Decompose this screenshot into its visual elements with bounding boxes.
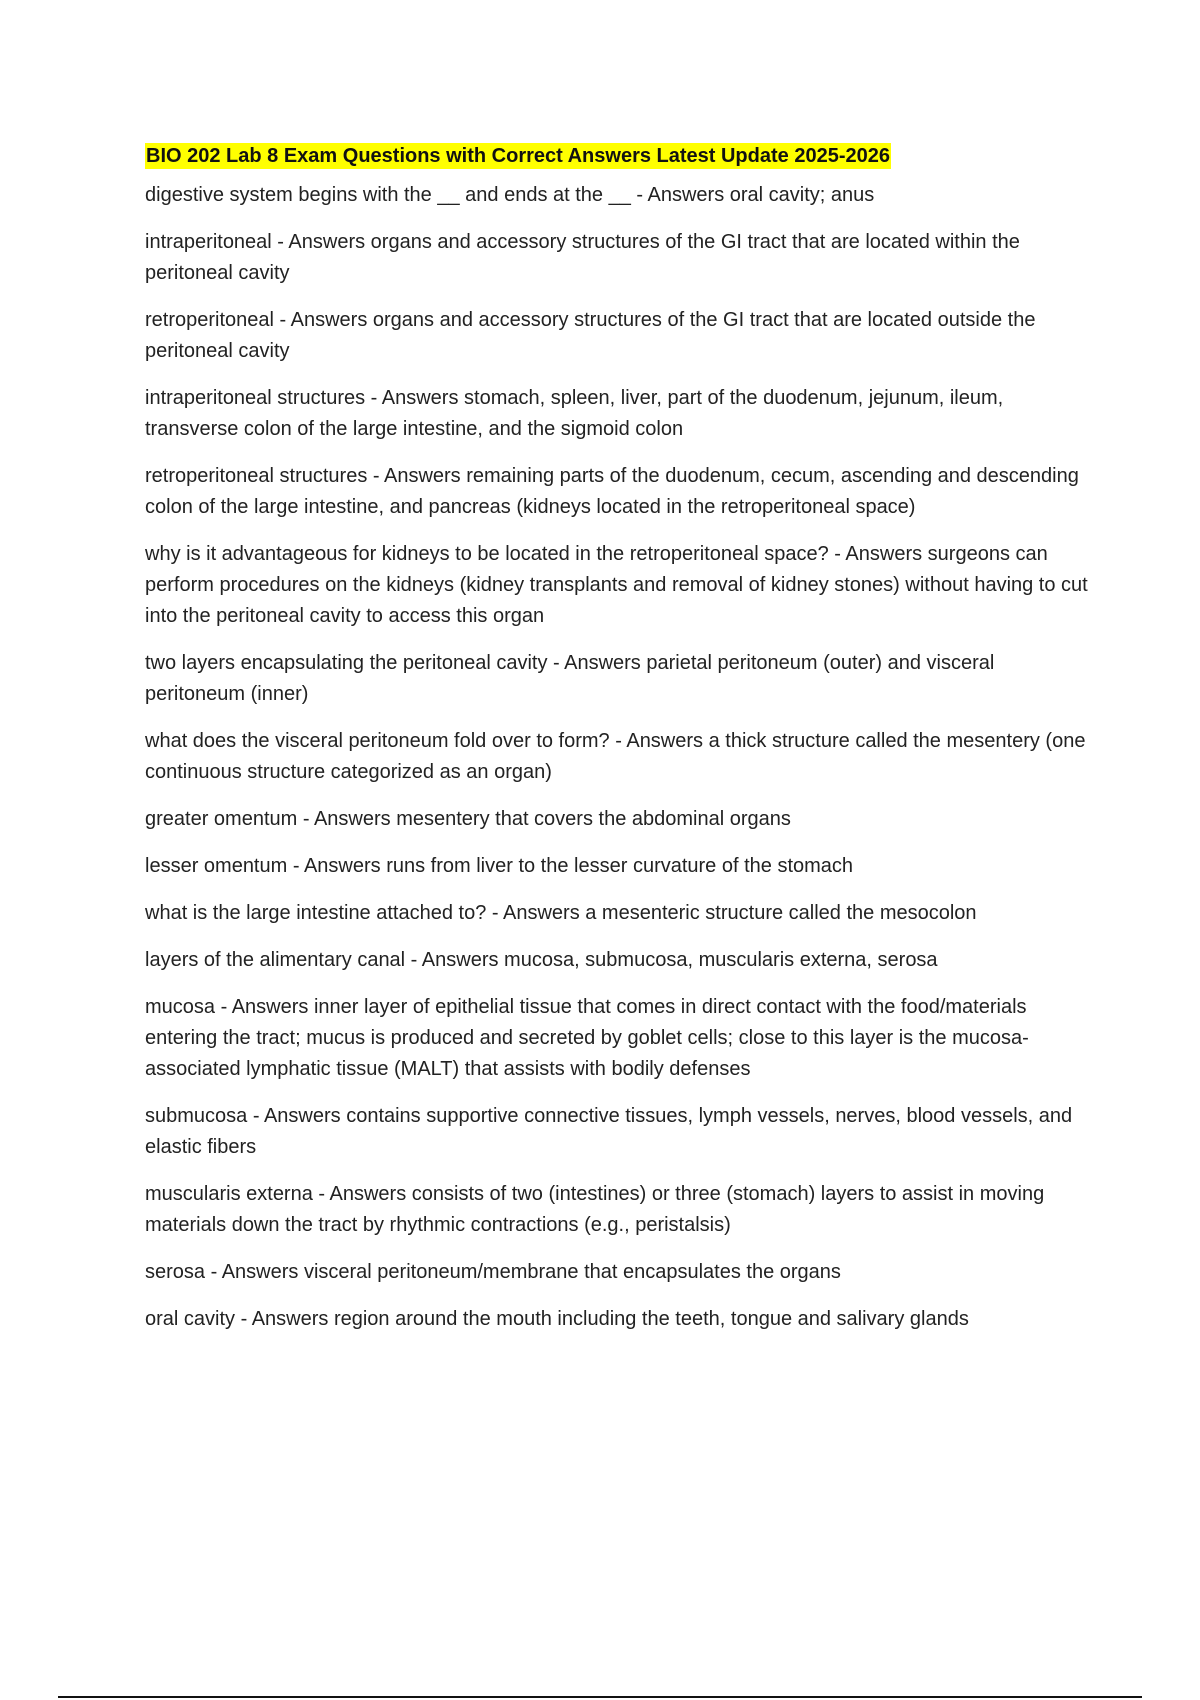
qa-entry: retroperitoneal structures - Answers remaining parts of the duodenum, cecum, ascending and descending colon of the large intestine, and pancreas (kidneys located in the retroperitoneal space): [145, 465, 1079, 518]
qa-entry: submucosa - Answers contains supportive connective tissues, lymph vessels, nerves, blood vessels, and elastic fibers: [145, 1105, 1073, 1158]
qa-entry: retroperitoneal - Answers organs and accessory structures of the GI tract that are located outside the peritoneal cavity: [145, 309, 1036, 362]
qa-entry: what is the large intestine attached to? - Answers a mesenteric structure called the mesocolon: [145, 902, 977, 924]
footer-rule: [58, 1696, 1142, 1698]
qa-entry: digestive system begins with the __ and ends at the __ - Answers oral cavity; anus: [145, 184, 875, 206]
qa-entry: layers of the alimentary canal - Answers mucosa, submucosa, muscularis externa, serosa: [145, 949, 938, 971]
qa-entry: lesser omentum - Answers runs from liver to the lesser curvature of the stomach: [145, 855, 854, 877]
qa-entry: intraperitoneal structures - Answers stomach, spleen, liver, part of the duodenum, jejunum, ileum, transverse colon of the large intestine, and the sigmoid colon: [145, 387, 1004, 440]
qa-entry: muscularis externa - Answers consists of two (intestines) or three (stomach) layers to assist in moving materials down the tract by rhythmic contractions (e.g., peristalsis): [145, 1183, 1045, 1236]
qa-entry: serosa - Answers visceral peritoneum/membrane that encapsulates the organs: [145, 1261, 841, 1283]
qa-entry: why is it advantageous for kidneys to be located in the retroperitoneal space? - Answers surgeons can perform procedures on the kidneys (kidney transplants and removal of kidney stones) without having to cut into the peritoneal cavity to access this organ: [145, 543, 1088, 627]
document-title: BIO 202 Lab 8 Exam Questions with Correct Answers Latest Update 2025-2026: [146, 145, 890, 167]
qa-entry: intraperitoneal - Answers organs and accessory structures of the GI tract that are located within the peritoneal cavity: [145, 231, 1020, 284]
qa-entry: greater omentum - Answers mesentery that covers the abdominal organs: [145, 808, 791, 830]
document-page: [145, 143, 1090, 1351]
qa-entry: what does the visceral peritoneum fold over to form? - Answers a thick structure called the mesentery (one continuous structure categorized as an organ): [145, 730, 1086, 783]
qa-list: [145, 180, 1090, 1335]
qa-entry: mucosa - Answers inner layer of epithelial tissue that comes in direct contact with the food/materials entering the tract; mucus is produced and secreted by goblet cells; close to this layer is the mucosa-associated lymphatic tissue (MALT) that assists with bodily defenses: [145, 996, 1029, 1080]
qa-entry: oral cavity - Answers region around the mouth including the teeth, tongue and salivary glands: [145, 1308, 969, 1330]
qa-entry: two layers encapsulating the peritoneal cavity - Answers parietal peritoneum (outer) and visceral peritoneum (inner): [145, 652, 995, 705]
